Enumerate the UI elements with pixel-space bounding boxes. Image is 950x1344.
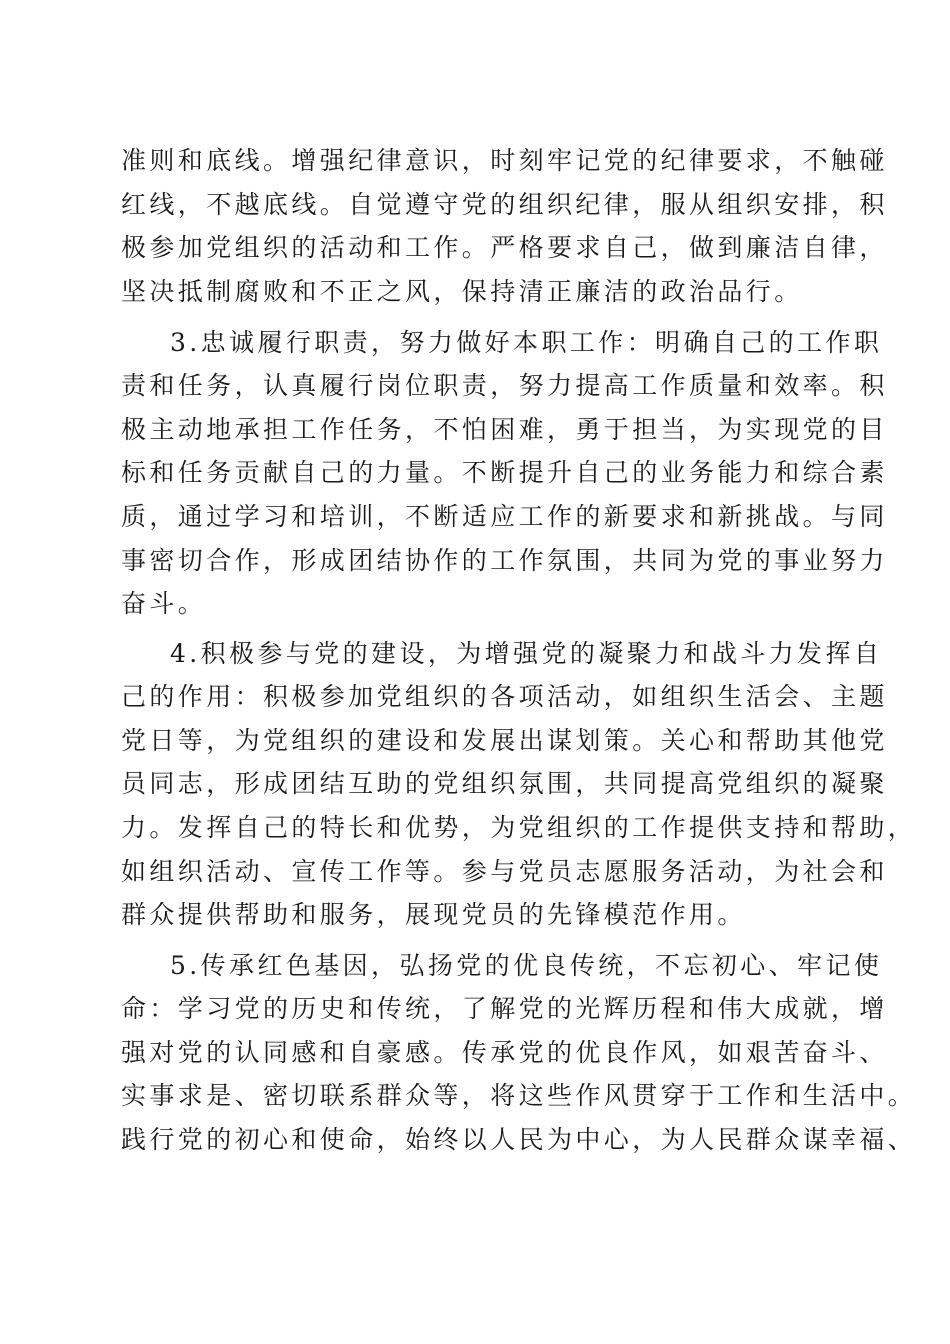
text-line: 命：学习党的历史和传统，了解党的光辉历程和伟大成就，增 xyxy=(121,994,888,1023)
text-line: 准则和底线。增强纪律意识，时刻牢记党的纪律要求，不触碰 xyxy=(121,146,888,175)
text-line: 群众提供帮助和服务，展现党员的先锋模范作用。 xyxy=(121,900,746,929)
text-line: 践行党的初心和使命，始终以人民为中心，为人民群众谋幸福、 xyxy=(121,1125,917,1154)
text-line: 实事求是、密切联系群众等，将这些作风贯穿于工作和生活中。 xyxy=(121,1081,917,1110)
text-line: 质，通过学习和培训，不断适应工作的新要求和新挑战。与同 xyxy=(121,502,888,531)
paragraph-heading-3: 3.忠诚履行职责，努力做好本职工作：明确自己的工作职 xyxy=(170,328,883,357)
text-line: 极参加党组织的活动和工作。严格要求自己，做到廉洁自律， xyxy=(121,233,888,262)
text-line: 坚决抵制腐败和不正之风，保持清正廉洁的政治品行。 xyxy=(121,277,803,306)
text-line: 奋斗。 xyxy=(121,589,207,618)
text-line: 党日等，为党组织的建设和发展出谋划策。关心和帮助其他党 xyxy=(121,726,888,755)
text-line: 员同志，形成团结互助的党组织氛围，共同提高党组织的凝聚 xyxy=(121,769,888,798)
text-line: 红线，不越底线。自觉遵守党的组织纪律，服从组织安排，积 xyxy=(121,190,888,219)
paragraph-heading-5: 5.传承红色基因，弘扬党的优良传统，不忘初心、牢记使 xyxy=(170,951,883,980)
text-line: 强对党的认同感和自豪感。传承党的优良作风，如艰苦奋斗、 xyxy=(121,1038,888,1067)
text-line: 标和任务贡献自己的力量。不断提升自己的业务能力和综合素 xyxy=(121,458,888,487)
text-line: 如组织活动、宣传工作等。参与党员志愿服务活动，为社会和 xyxy=(121,857,888,886)
paragraph-heading-4: 4.积极参与党的建设，为增强党的凝聚力和战斗力发挥自 xyxy=(170,639,883,668)
text-line: 力。发挥自己的特长和优势，为党组织的工作提供支持和帮助， xyxy=(121,813,917,842)
text-line: 己的作用：积极参加党组织的各项活动，如组织生活会、主题 xyxy=(121,682,888,711)
text-line: 极主动地承担工作任务，不怕困难，勇于担当，为实现党的目 xyxy=(121,415,888,444)
text-line: 事密切合作，形成团结协作的工作氛围，共同为党的事业努力 xyxy=(121,546,888,575)
text-line: 责和任务，认真履行岗位职责，努力提高工作质量和效率。积 xyxy=(121,371,888,400)
